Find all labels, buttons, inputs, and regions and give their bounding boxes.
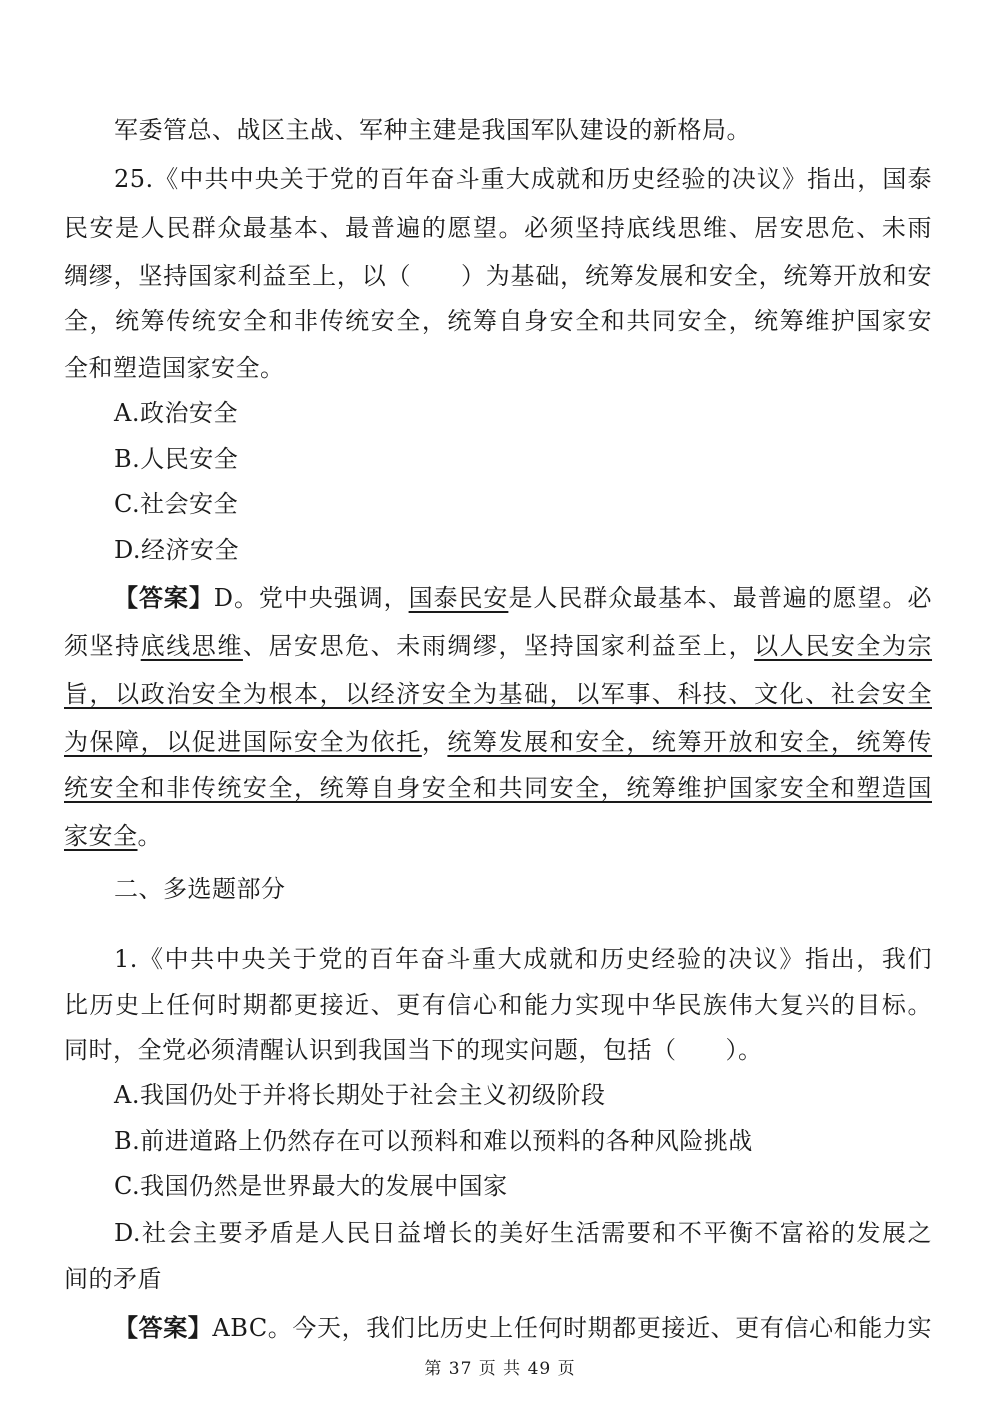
underlined-text: 家安全 (64, 822, 138, 850)
underlined-text: 以人民安全为宗 (754, 632, 933, 660)
q1-option-d-line-1: D.社会主要矛盾是人民日益增长的美好生活需要和不平衡不富裕的发展之 (114, 1219, 932, 1247)
q25-answer-line-5 (64, 765, 932, 811)
q25-stem-line-1: 25.《中共中央关于党的百年奋斗重大成就和历史经验的决议》指出，国泰 (114, 165, 932, 193)
q1-answer-line-1 (114, 1305, 932, 1351)
underlined-text: 为保障，以促进国际安全为依托 (64, 728, 422, 756)
q25-option-c: C.社会安全 (114, 490, 239, 518)
q1-option-b: B.前进道路上仍然存在可以预料和难以预料的各种风险挑战 (114, 1127, 753, 1155)
q25-stem-line-2: 民安是人民群众最基本、最普遍的愿望。必须坚持底线思维、居安思危、未雨 (64, 214, 932, 242)
underlined-text: 底线思维 (140, 632, 243, 660)
q1-stem-line-3: 同时，全党必须清醒认识到我国当下的现实问题，包括（ ）。 (64, 1036, 763, 1064)
q25-answer-line-2 (64, 623, 932, 669)
answer-label: 【答案】 (114, 583, 214, 612)
answer-text: ABC。今天，我们比历史上任何时期都更接近、更有信心和能力实 (212, 1314, 933, 1342)
q25-stem-line-5: 全和塑造国家安全。 (64, 354, 285, 382)
underlined-text: 统筹发展和安全，统筹开放和安全，统筹传 (447, 728, 933, 756)
q1-stem-line-1: 1.《中共中央关于党的百年奋斗重大成就和历史经验的决议》指出，我们 (114, 945, 932, 973)
answer-text: 、居安思危、未雨绸缪，坚持国家利益至上， (242, 632, 755, 660)
section-title: 二、多选题部分 (114, 875, 286, 903)
q1-option-a: A.我国仍处于并将长期处于社会主义初级阶段 (114, 1081, 606, 1109)
q25-answer-line-6 (64, 813, 932, 859)
q25-answer-line-1 (114, 575, 932, 621)
answer-text: ， (421, 728, 448, 756)
underlined-text: 旨，以政治安全为根本，以经济安全为基础，以军事、科技、文化、社会安全 (64, 680, 932, 708)
q1-option-d-line-2: 间的矛盾 (64, 1265, 162, 1293)
page-footer: 第 37 页 共 49 页 (424, 1359, 576, 1379)
q1-option-c: C.我国仍然是世界最大的发展中国家 (114, 1172, 508, 1200)
previous-answer-tail: 军委管总、战区主战、军种主建是我国军队建设的新格局。 (114, 116, 751, 144)
q25-option-b: B.人民安全 (114, 445, 239, 473)
q25-answer-line-3 (64, 671, 932, 717)
q25-stem-line-4: 全，统筹传统安全和非传统安全，统筹自身安全和共同安全，统筹维护国家安 (64, 307, 932, 335)
answer-label: 【答案】 (114, 1313, 213, 1342)
q25-option-a: A.政治安全 (114, 399, 238, 427)
answer-text: 须坚持 (64, 632, 141, 660)
underlined-text: 统安全和非传统安全，统筹自身安全和共同安全，统筹维护国家安全和塑造国 (64, 774, 932, 802)
q25-stem-line-3: 绸缪，坚持国家利益至上，以（ ）为基础，统筹发展和安全，统筹开放和安 (64, 262, 932, 290)
underlined-text: 国泰民安 (408, 584, 509, 612)
q1-stem-line-2: 比历史上任何时期都更接近、更有信心和能力实现中华民族伟大复兴的目标。 (64, 991, 932, 1019)
answer-text: 。 (137, 822, 162, 850)
q25-option-d: D.经济安全 (114, 536, 240, 564)
answer-text: 是人民群众最基本、最普遍的愿望。必 (508, 584, 932, 612)
answer-text: D。党中央强调， (213, 584, 409, 612)
q25-answer-line-4 (64, 719, 932, 765)
